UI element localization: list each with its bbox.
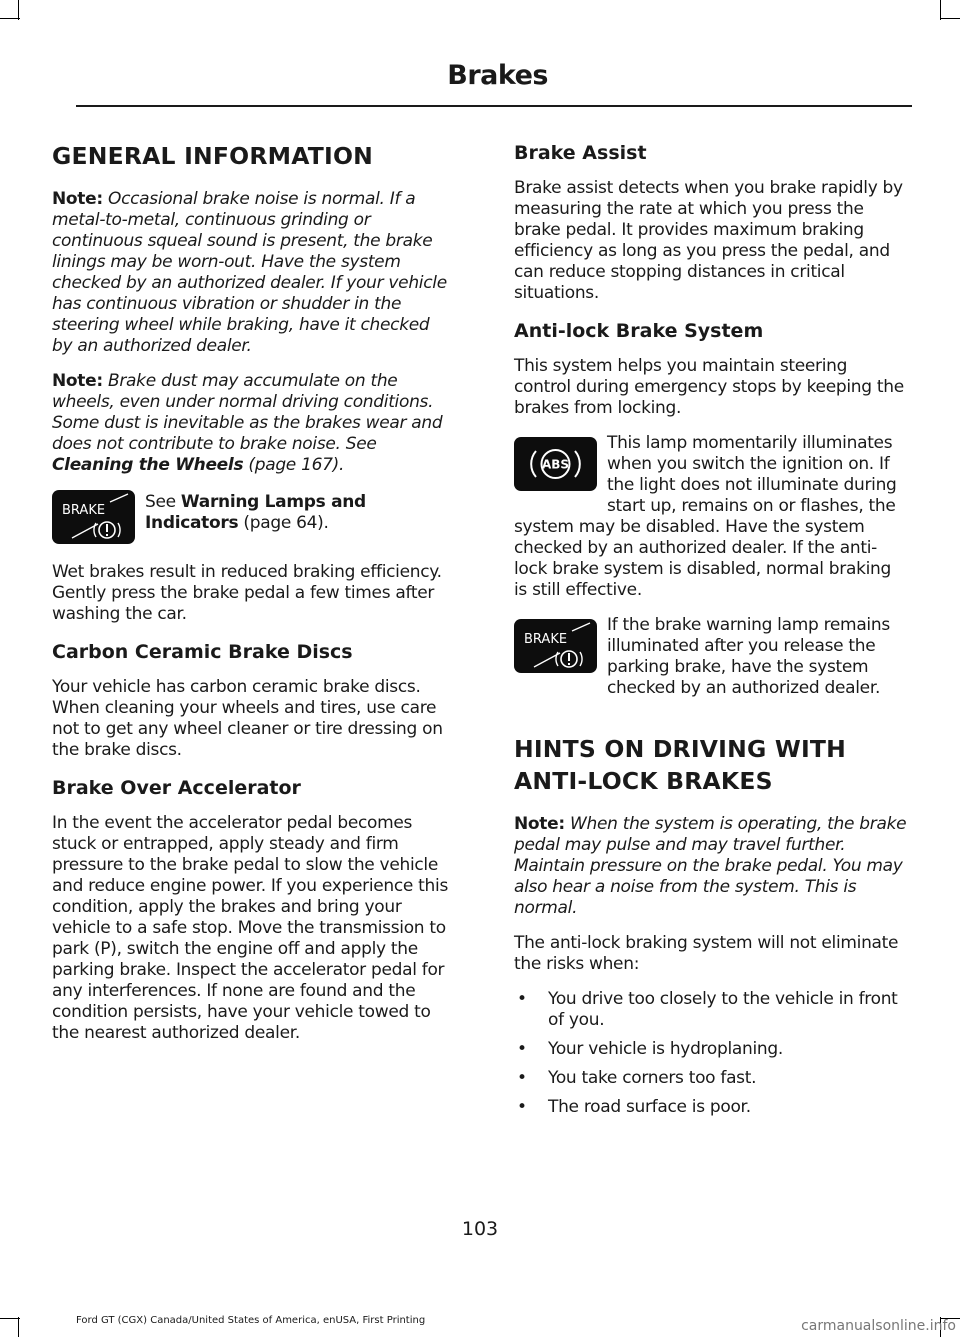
brake-warning-lamp-icon [52,490,135,544]
page-number: 103 [461,1218,499,1240]
see-prefix: See [145,492,176,512]
list-item [514,989,908,1031]
abs-lamp-block [514,433,908,601]
note-text: Brake dust may accumulate on the wheels, even under normal driving conditions. Some dust is inevitable as the brakes wear and does not contribute to brake noise. See [52,371,443,454]
list-item [514,1068,908,1089]
brake-lamp-paragraph: If the brake warning lamp remains illuminated after you release the parking brake, have the system checked by an authorized dealer. [607,615,890,698]
list-item-text: You take corners too fast. [548,1068,757,1088]
risks-intro: The anti-lock braking system will not eliminate the risks when: [514,933,899,974]
carbon-ceramic-heading: Carbon Ceramic Brake Discs [52,641,353,663]
brake-assist-heading: Brake Assist [514,142,647,164]
brake-lamp-block [514,615,908,699]
abs-lamp-label: ABS [541,457,570,472]
note-brake-noise [52,189,452,357]
brake-over-accelerator-heading: Brake Over Accelerator [52,777,301,799]
note-label: Note: [52,371,103,391]
crop-mark [0,1318,20,1319]
note-text: Occasional brake noise is normal. If a metal-to-metal, continuous grinding or continuous squeal sound is present, the brake linings may be worn-out. Have the system checked by an authorized dealer. If your vehicle has continuous vibration or shudder in the steering wheel while braking, have it checked by an authorized dealer. [52,189,447,356]
list-item-text: The road surface is poor. [548,1097,751,1117]
bullet: • [517,1039,527,1059]
crop-mark [940,0,941,20]
list-item-text: You drive too closely to the vehicle in front of you. [548,989,898,1030]
left-column [52,140,452,1058]
right-column [514,140,908,1126]
note-text: When the system is operating, the brake pedal may pulse and may travel further. Maintain pressure on the brake pedal. You may also hear a noise from the system. This is normal. [514,814,907,918]
risks-list [514,989,908,1118]
page-reference: (page 167). [248,455,345,475]
footer-text: Ford GT (CGX) Canada/United States of America, enUSA, First Printing [76,1315,426,1326]
crop-mark [18,0,19,20]
list-item-text: Your vehicle is hydroplaning. [548,1039,783,1059]
page-title: Brakes [447,60,548,91]
brake-lamp-label: BRAKE [62,503,106,518]
note-abs-operating [514,814,908,919]
note-label: Note: [514,814,565,834]
brake-lamp-label: BRAKE [524,632,568,647]
list-item [514,1097,908,1118]
header-divider [76,105,912,107]
anti-lock-brake-paragraph: This system helps you maintain steering control during emergency stops by keeping the brakes from locking. [514,356,904,418]
carbon-ceramic-paragraph: Your vehicle has carbon ceramic brake discs. When cleaning your wheels and tires, use care not to get any wheel cleaner or tire dressing on the brake discs. [52,677,443,760]
hints-heading-line2: ANTI-LOCK BRAKES [514,767,773,795]
crop-mark [940,18,960,19]
general-information-heading: GENERAL INFORMATION [52,142,374,170]
abs-lamp-paragraph: This lamp momentarily illuminates when you switch the ignition on. If the light does not illuminate during start up, remains on or flashes, the system may be disabled. Have the system checked by an authorized dealer. If the anti-lock brake system is disabled, normal braking is still effective. [514,433,897,600]
warning-lamps-link[interactable]: Warning Lamps and Indicators [145,492,366,533]
brake-warning-lamp-icon [514,619,597,673]
bullet: • [517,1097,527,1117]
page-reference: (page 64). [243,513,329,533]
note-label: Note: [52,189,103,209]
watermark: carmanualsonline.info [801,1318,956,1334]
list-item [514,1039,908,1060]
wet-brakes-paragraph: Wet brakes result in reduced braking efficiency. Gently press the brake pedal a few times after washing the car. [52,562,442,624]
note-brake-dust [52,371,452,476]
bullet: • [517,1068,527,1088]
abs-warning-lamp-icon [514,437,597,491]
anti-lock-brake-heading: Anti-lock Brake System [514,320,764,342]
bullet: • [517,989,527,1009]
crop-mark [18,1317,19,1337]
warning-lamps-reference [52,490,452,550]
cleaning-wheels-link[interactable]: Cleaning the Wheels [52,455,244,475]
crop-mark [0,18,20,19]
brake-over-accelerator-paragraph: In the event the accelerator pedal becomes stuck or entrapped, apply steady and firm pressure to the brake pedal to slow the vehicle and reduce engine power. If you experience this condition, apply the brakes and bring your vehicle to a safe stop. Move the transmission to park (P), switch the engine off and apply the parking brake. Inspect the accelerator pedal for any interferences. If none are found and the condition persists, have your vehicle towed to the nearest authorized dealer. [52,813,449,1043]
brake-assist-paragraph: Brake assist detects when you brake rapidly by measuring the rate at which you press the brake pedal. It provides maximum braking efficiency as long as you press the pedal, and can reduce stopping distances in critical situations. [514,178,903,303]
hints-heading-line1: HINTS ON DRIVING WITH [514,735,847,763]
